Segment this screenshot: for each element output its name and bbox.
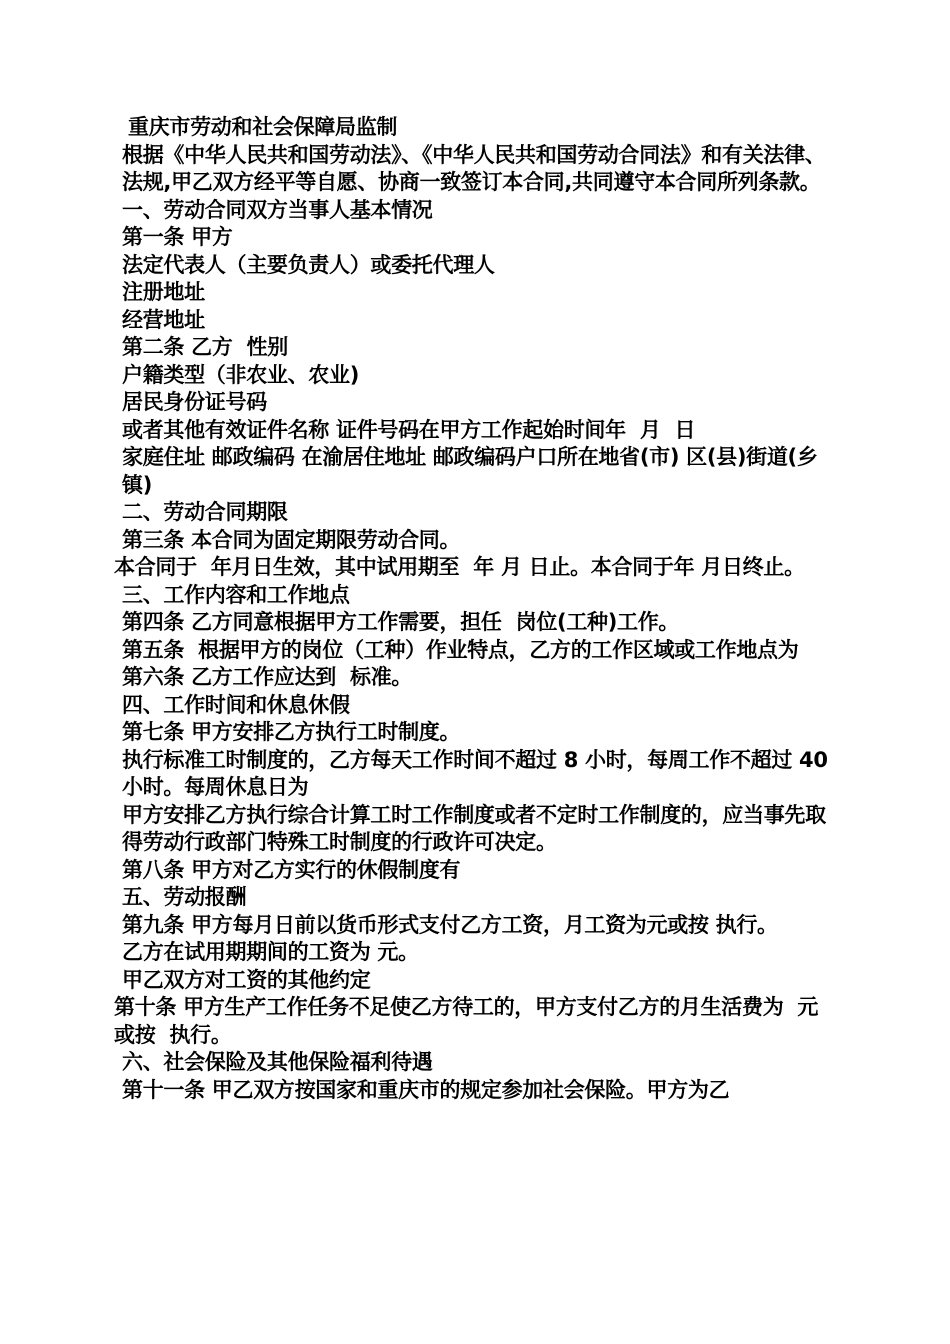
document-line: 第四条 乙方同意根据甲方工作需要，担任 岗位(工种)工作。 xyxy=(122,610,680,634)
document-line: 重庆市劳动和社会保障局监制 xyxy=(128,115,398,139)
document-line: 第二条 乙方 性别 xyxy=(122,335,288,359)
document-line: 甲方安排乙方执行综合计算工时工作制度或者不定时工作制度的，应当事先取得劳动行政部门特殊工时制度的行政许可决定。 xyxy=(122,802,826,854)
document-line: 第六条 乙方工作应达到 标准。 xyxy=(122,665,413,689)
document-line: 第五条 根据甲方的岗位（工种）作业特点，乙方的工作区域或工作地点为 xyxy=(122,637,799,662)
document-line: 或者其他有效证件名称 证件号码在甲方工作起始时间年 月 日 xyxy=(122,417,696,442)
document-line: 执行标准工时制度的，乙方每天工作时间不超过 8 小时，每周工作不超过 40 小时。每周休息日为 xyxy=(122,747,835,799)
document-line: 五、劳动报酬 xyxy=(122,885,247,909)
document-line: 本合同于 年月日生效，其中试用期至 年 月 日止。本合同于年 月日终止。 xyxy=(114,555,805,579)
document-line: 二、劳动合同期限 xyxy=(122,500,288,524)
document-line: 甲乙双方对工资的其他约定 xyxy=(122,967,371,992)
document-line: 第八条 甲方对乙方实行的休假制度有 xyxy=(122,857,461,882)
document-line: 经营地址 xyxy=(122,307,205,332)
document-line: 三、工作内容和工作地点 xyxy=(122,582,350,607)
document-line: 法定代表人（主要负责人）或委托代理人 xyxy=(122,252,495,277)
document-line: 户籍类型（非农业、农业) xyxy=(122,362,359,387)
document-line: 第七条 甲方安排乙方执行工时制度。 xyxy=(122,720,461,744)
document-line: 居民身份证号码 xyxy=(122,390,267,414)
document-body xyxy=(114,114,834,1104)
document-line: 第三条 本合同为固定期限劳动合同。 xyxy=(122,527,461,552)
document-line: 第十一条 甲乙双方按国家和重庆市的规定参加社会保险。甲方为乙 xyxy=(122,1077,730,1102)
document-line: 第一条 甲方 xyxy=(122,225,233,249)
document-line: 一、劳动合同双方当事人基本情况 xyxy=(122,197,433,222)
document-line: 乙方在试用期期间的工资为 元。 xyxy=(122,940,419,964)
document-line: 根据《中华人民共和国劳动法》、《中华人民共和国劳动合同法》和有关法律、法规,甲乙双方经平等自愿、协商一致签订本合同,共同遵守本合同所列条款。 xyxy=(122,142,826,194)
document-line: 注册地址 xyxy=(122,280,205,304)
document-line: 六、社会保险及其他保险福利待遇 xyxy=(122,1050,433,1074)
document-line: 四、工作时间和休息休假 xyxy=(122,692,350,717)
document-line: 家庭住址 邮政编码 在渝居住地址 邮政编码户口所在地省(市) 区(县)街道(乡镇) xyxy=(122,445,818,497)
document-line: 第九条 甲方每月日前以货币形式支付乙方工资，月工资为元或按 执行。 xyxy=(122,912,778,937)
document-line: 第十条 甲方生产工作任务不足使乙方待工的，甲方支付乙方的月生活费为 元或按 执行。 xyxy=(114,995,819,1047)
